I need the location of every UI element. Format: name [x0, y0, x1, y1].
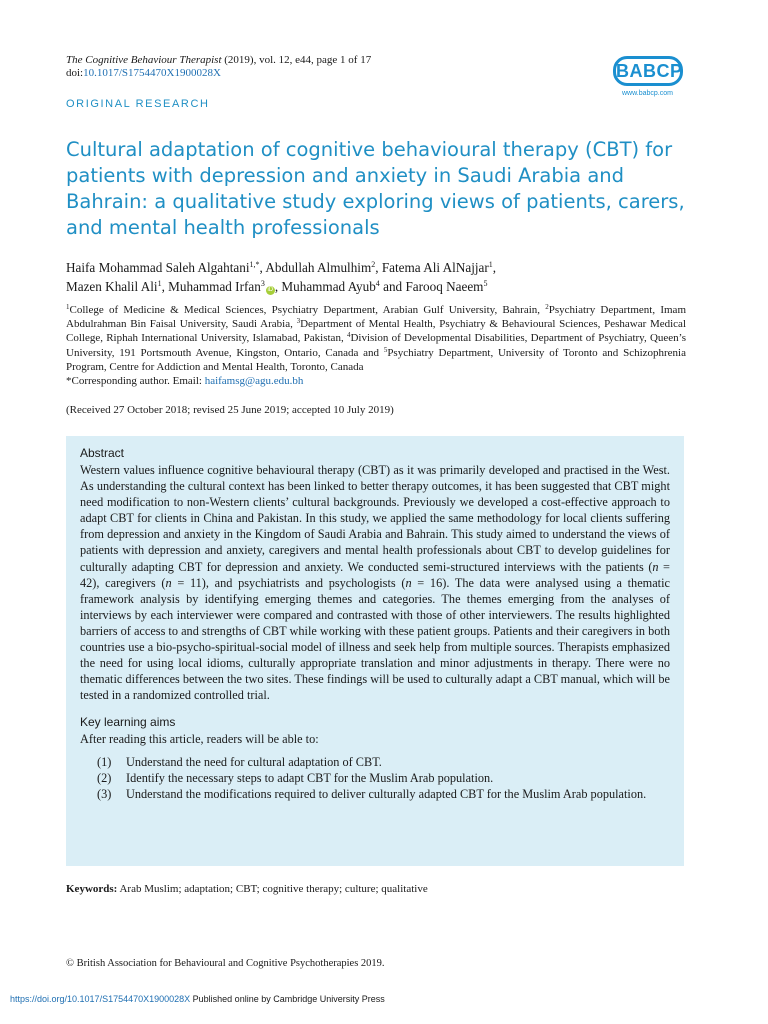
- abstract-text-eq2: = 11), and psychiatrists and psychologists (: [171, 575, 406, 590]
- article-title: Cultural adaptation of cognitive behavioural therapy (CBT) for patients with depression and anxiety in Saudi Arabia and Bahrain: a qualitative study exploring views of patients, carers, and mental health professionals: [66, 138, 685, 239]
- author-separator: ,: [161, 279, 169, 294]
- author-affil-sup: 2: [371, 260, 376, 269]
- footer-doi-link[interactable]: https://doi.org/10.1017/S1754470X1900028X: [10, 994, 191, 1004]
- abstract-text-eq1: = 42), caregivers (: [80, 559, 670, 590]
- key-learning-aims-heading: Key learning aims: [80, 715, 176, 730]
- author-name: Muhammad Irfan: [168, 279, 261, 294]
- babcp-logo[interactable]: BABCP: [613, 56, 683, 86]
- author-separator: ,: [375, 260, 382, 275]
- journal-name: The Cognitive Behaviour Therapist: [66, 54, 222, 66]
- list-item-number: (1): [97, 755, 112, 770]
- babcp-url[interactable]: www.babcp.com: [622, 90, 673, 97]
- affiliation-1: College of Medicine & Medical Sciences, Psychiatry Department, Arabian Gulf University, Bahrain,: [69, 304, 546, 316]
- affil-sup: 4: [346, 331, 351, 340]
- orcid-icon[interactable]: iD: [267, 287, 274, 293]
- footer-published: Published online by Cambridge University Press: [190, 994, 385, 1004]
- corresponding-email-link[interactable]: haifamsg@agu.edu.bh: [204, 375, 304, 388]
- list-item-number: (3): [97, 787, 112, 802]
- abstract-box: [66, 436, 684, 866]
- list-item-text: Identify the necessary steps to adapt CBT for the Muslim Arab population.: [126, 771, 494, 786]
- article-type-label: ORIGINAL RESEARCH: [66, 98, 210, 110]
- affil-sup: 2: [545, 303, 549, 311]
- list-item-number: (2): [97, 771, 112, 786]
- list-item: [97, 770, 670, 786]
- corresponding-label: *Corresponding author. Email:: [66, 375, 205, 388]
- sample-n: n: [405, 575, 412, 590]
- author-affil-sup: 1,*: [249, 260, 260, 269]
- sample-n: n: [652, 559, 659, 574]
- sample-n: n: [165, 575, 172, 590]
- keywords: [66, 882, 428, 896]
- author-separator: ,: [492, 260, 497, 275]
- list-item-text: Understand the need for cultural adaptation of CBT.: [126, 755, 382, 770]
- keywords-label: Keywords:: [66, 883, 118, 895]
- list-item: [97, 786, 670, 802]
- key-learning-aims-intro: After reading this article, readers will be able to:: [80, 732, 319, 747]
- abstract-text-part2: = 16). The data were analysed using a thematic framework analysis by identifying emerging themes and categories. The themes emerging from the analyses of interviews by each interviewer were compared and contrasted with those of other interviewers. The results highlighted barriers of access to and strengths of CBT while working with these patient groups. Patients and their caregivers in both countries use a bio-psycho-spiritual-social model of illness and seek help from multiple sources. Therapists emphasized the need for using local idioms, culturally appropriate translation and minor adjustments in therapy. There were no thematic differences between the two sites. These findings will be used to culturally adapt a CBT manual, which will be tested in a randomized controlled trial.: [80, 575, 670, 703]
- author-list: [66, 258, 686, 296]
- author-affil-sup: 5: [483, 279, 488, 288]
- author-name: Fatema Ali AlNajjar: [381, 260, 489, 275]
- journal-details: (2019), vol. 12, e44, page 1 of 17: [221, 54, 372, 66]
- list-item-text: Understand the modifications required to deliver culturally adapted CBT for the Muslim Arab population.: [126, 787, 647, 802]
- author-separator: ,: [259, 260, 266, 275]
- author-name: Abdullah Almulhim: [265, 260, 372, 275]
- affil-sup: 1: [66, 303, 70, 311]
- author-separator: ,: [274, 279, 282, 294]
- affiliation-2: Psychiatry Department, Imam Abdulrahman Bin Faisal University, Saudi Arabia,: [66, 304, 686, 331]
- copyright-notice: © British Association for Behavioural and Cognitive Psychotherapies 2019.: [66, 958, 385, 969]
- doi-label: doi:: [66, 67, 84, 79]
- author-name: Mazen Khalil Ali: [66, 279, 158, 294]
- author-affil-sup: 4: [375, 279, 380, 288]
- affil-sup: 5: [383, 345, 388, 354]
- abstract-text-part1: Western values influence cognitive behavioural therapy (CBT) as it was primarily developed and practised in the West. As understanding the cultural context has been linked to better therapy outcomes, it has been suggested that CBT might need modification to non-Western clients’ cultural backgrounds. Previously we developed a cost-effective approach to adapt CBT for clients in China and Pakistan. In this study, we applied the same methodology for local clients suffering from depression and anxiety in the Kingdom of Saudi Arabia and Bahrain. This study aimed to understand the views of patients with depression and anxiety, caregivers and mental health professionals about CBT to develop guidelines for culturally adapting CBT for depression and anxiety. We conducted semi-structured interviews with the patients (: [80, 463, 670, 574]
- affil-sup: 3: [296, 317, 301, 326]
- author-name: Haifa Mohammad Saleh Algahtani: [66, 260, 250, 275]
- doi-line: [66, 66, 221, 80]
- author-affil-sup: 1: [488, 260, 493, 269]
- journal-citation: [66, 53, 371, 67]
- received-dates: (Received 27 October 2018; revised 25 June 2019; accepted 10 July 2019): [66, 404, 394, 416]
- author-separator: and: [379, 279, 406, 294]
- author-name: Farooq Naeem: [405, 279, 484, 294]
- author-affil-sup: 3: [260, 279, 265, 288]
- key-learning-aims-list: [80, 754, 670, 802]
- abstract-heading: Abstract: [80, 446, 125, 460]
- abstract-text: [80, 462, 670, 703]
- footer-bar: [10, 993, 385, 1005]
- affiliation-5: Psychiatry Department, University of Toronto and Schizophrenia Program, Centre for Addiction and Mental Health, Toronto, Canada: [66, 346, 686, 373]
- affiliation-3: Department of Mental Health, Psychiatry & Behavioural Sciences, Peshawar Medical College, Riphah International University, Islamabad, Pakistan,: [66, 318, 686, 345]
- list-item: [97, 754, 670, 770]
- affiliation-4: Division of Developmental Disabilities, Department of Psychiatry, Queen’s University, 191 Portsmouth Avenue, Kingston, Ontario, Canada and: [66, 332, 687, 359]
- affiliations: [66, 303, 686, 388]
- author-name: Muhammad Ayub: [281, 279, 376, 294]
- author-affil-sup: 1: [157, 279, 162, 288]
- keywords-text: Arab Muslim; adaptation; CBT; cognitive therapy; culture; qualitative: [117, 883, 428, 895]
- doi-link[interactable]: 10.1017/S1754470X1900028X: [83, 67, 221, 79]
